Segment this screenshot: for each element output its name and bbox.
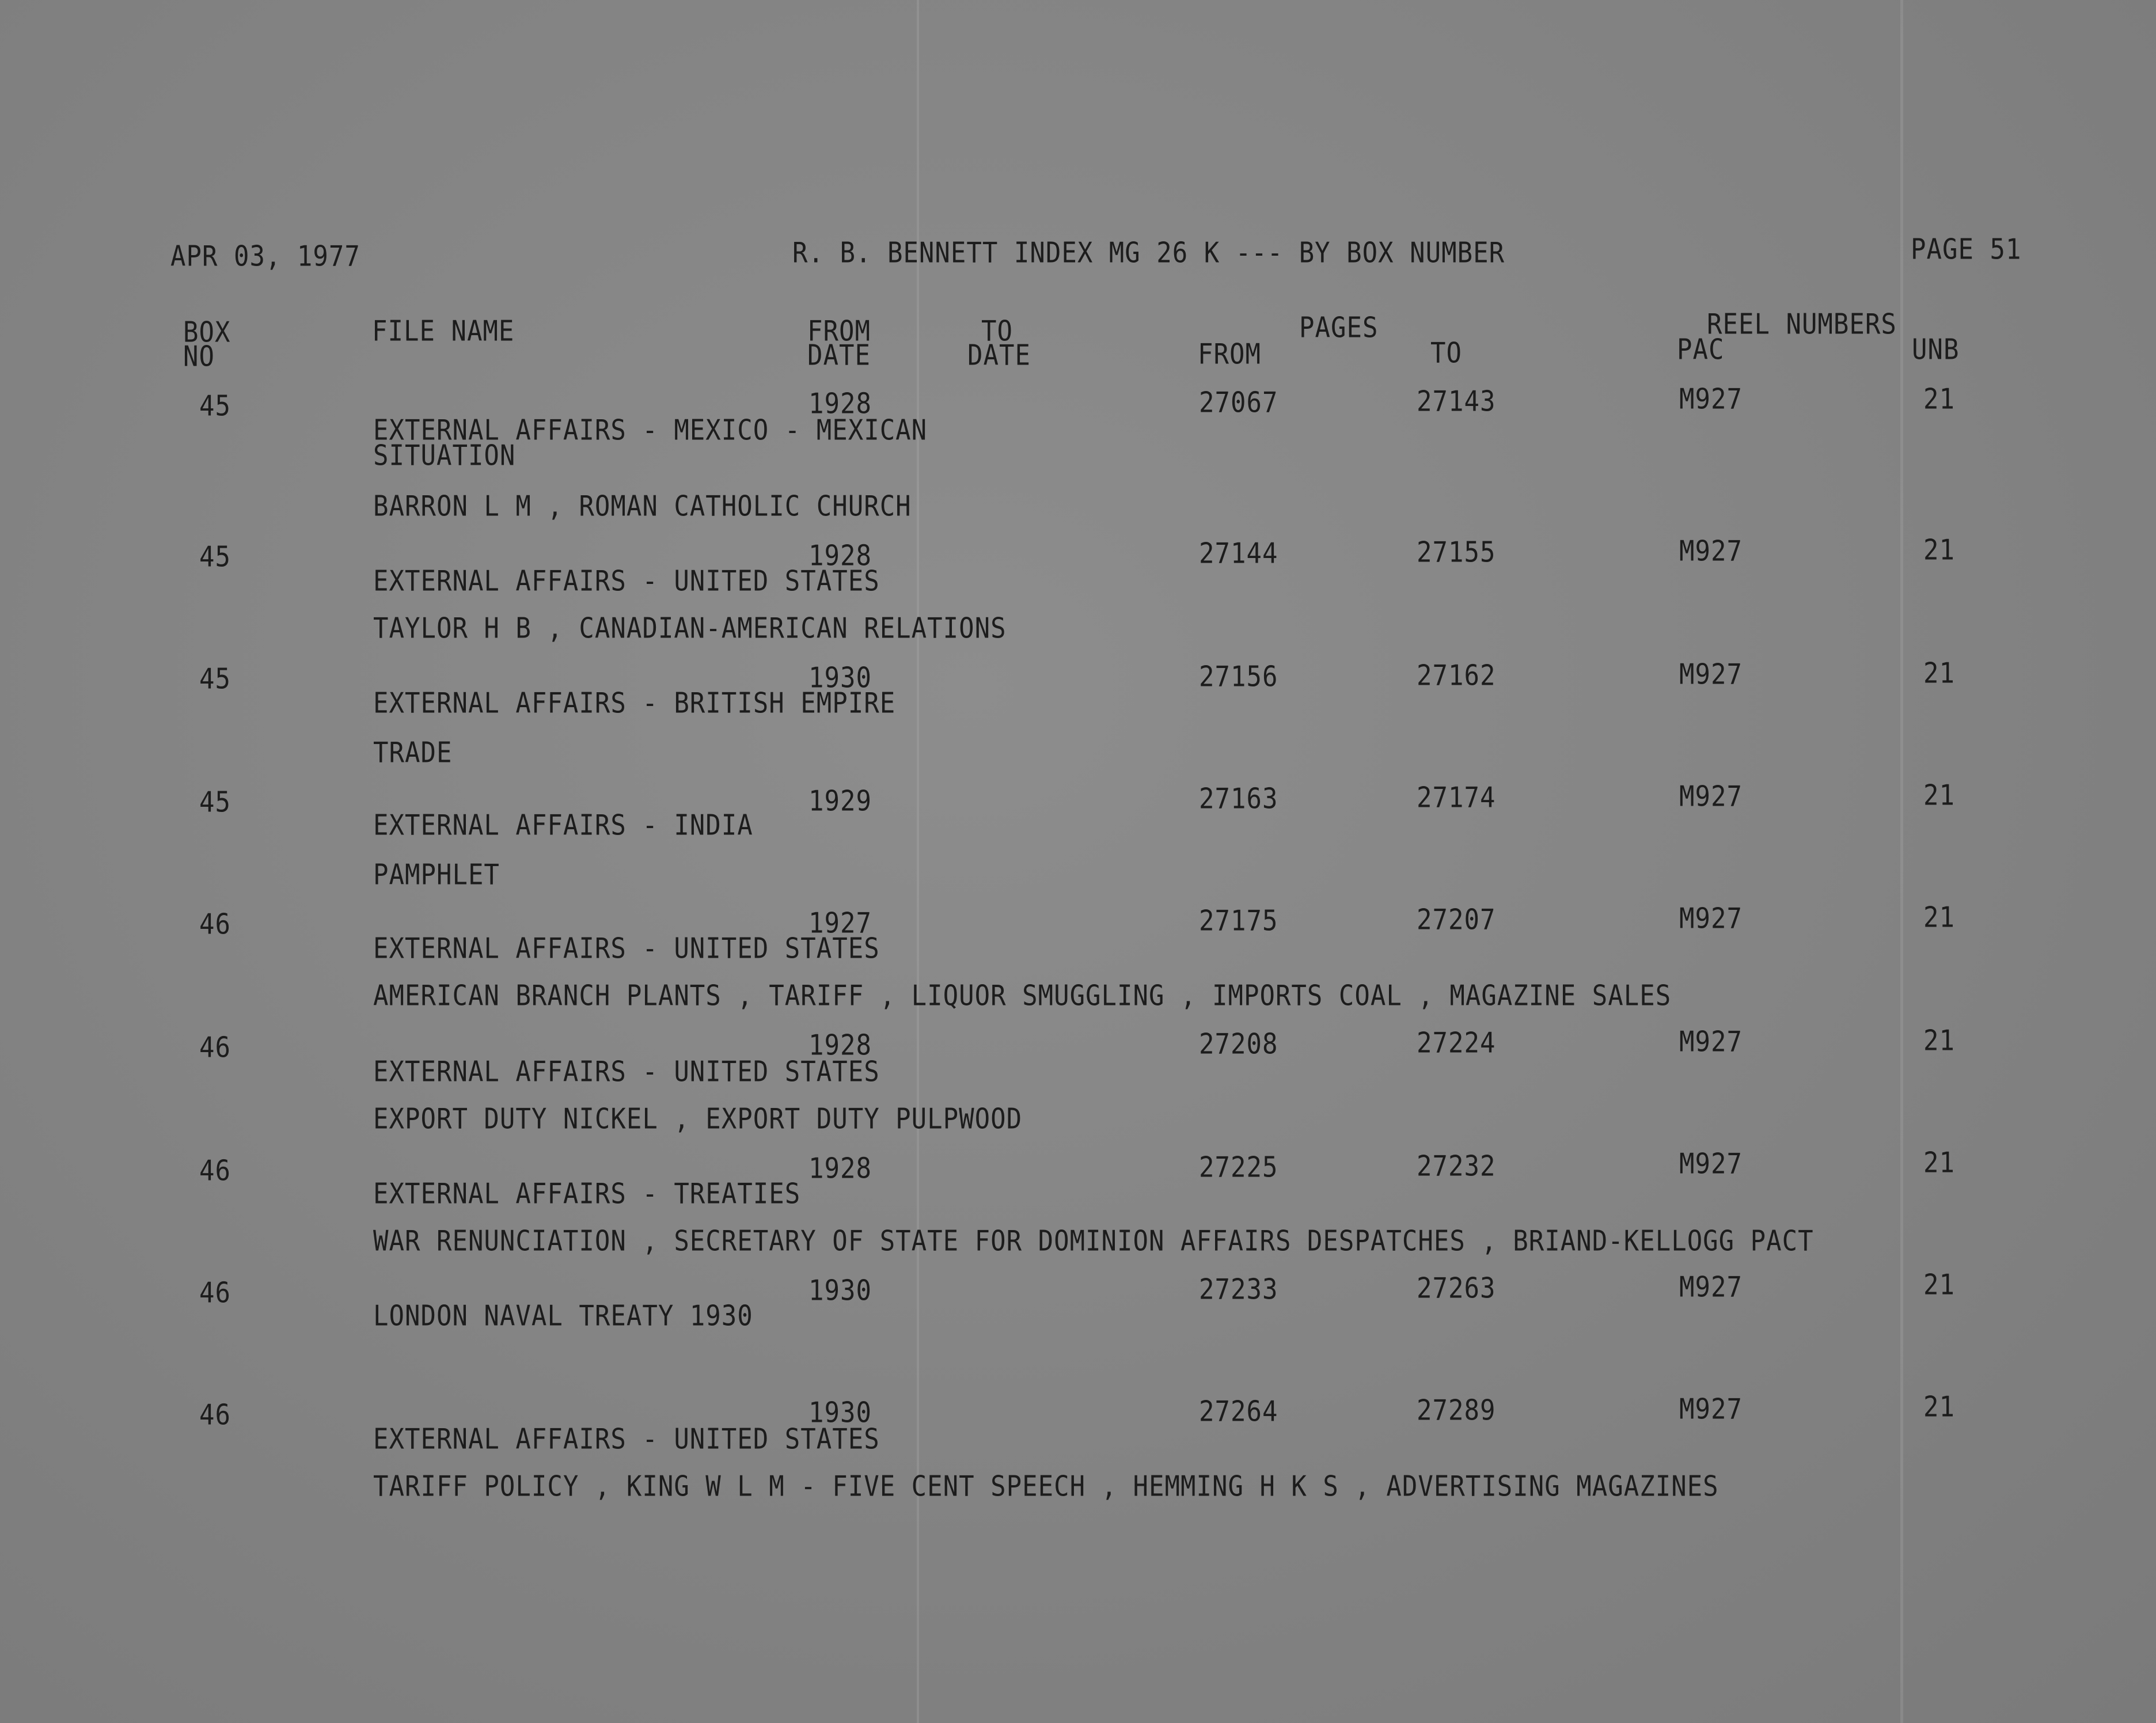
col-header-pages-from: FROM [1198,337,1261,371]
reel-unb: 21 [1923,1268,1955,1301]
page-from: 27067 [1199,386,1278,419]
reel-pac: M927 [1679,1392,1743,1426]
page-to: 27155 [1417,536,1496,569]
page-to: 27207 [1417,903,1496,936]
page-to: 27162 [1417,659,1496,692]
reel-unb: 21 [1923,901,1955,934]
reel-pac: M927 [1679,534,1743,568]
from-date: 1930 [808,1274,872,1307]
box-number: 45 [199,389,231,423]
page-from: 27233 [1199,1273,1278,1306]
reel-unb: 21 [1923,1146,1955,1179]
col-header-reel-numbers: REEL NUMBERS [1707,308,1897,341]
file-name: SITUATION [373,439,516,472]
reel-unb: 21 [1923,779,1955,812]
page-from: 27175 [1199,904,1278,938]
paper-crease [1900,0,1903,1723]
box-number: 46 [199,1154,231,1187]
reel-unb: 21 [1923,533,1955,567]
page-from: 27208 [1199,1027,1278,1061]
page-from: 27225 [1199,1151,1278,1184]
file-subjects: TARIFF POLICY , KING W L M - FIVE CENT SPEECH , HEMMING H K S , ADVERTISING MAGAZINES [373,1470,1719,1503]
box-number: 45 [199,540,231,574]
from-date: 1930 [808,1396,872,1429]
box-number: 46 [199,1276,231,1310]
col-header-from-date: DATE [807,339,871,372]
box-number: 46 [199,1398,231,1432]
page-to: 27143 [1417,385,1496,418]
col-header-pages-to: TO [1430,336,1462,370]
reel-unb: 21 [1923,1024,1955,1057]
file-name: EXTERNAL AFFAIRS - TREATIES [373,1177,801,1210]
from-date: 1928 [808,1029,872,1062]
from-date: 1930 [808,661,872,694]
file-subjects: WAR RENUNCIATION , SECRETARY OF STATE FOR DOMINION AFFAIRS DESPATCHES , BRIAND-KELLOGG PACT [373,1224,1814,1258]
page-to: 27224 [1417,1026,1496,1060]
file-name: LONDON NAVAL TREATY 1930 [373,1299,753,1333]
page-from: 27264 [1199,1395,1278,1428]
reel-unb: 21 [1923,1390,1955,1424]
report-title: R. B. BENNETT INDEX MG 26 K --- BY BOX NUMBER [792,236,1505,270]
reel-pac: M927 [1679,780,1743,813]
page-from: 27163 [1199,782,1278,815]
file-name: EXTERNAL AFFAIRS - BRITISH EMPIRE [373,686,896,720]
col-header-from-date: FROM [807,314,871,348]
box-number: 45 [199,785,231,819]
file-subjects: PAMPHLET [373,858,500,891]
from-date: 1929 [808,784,872,818]
file-subjects: TAYLOR H B , CANADIAN-AMERICAN RELATIONS [373,612,1007,645]
reel-pac: M927 [1679,382,1743,416]
page-to: 27232 [1417,1149,1496,1183]
box-number: 45 [199,662,231,696]
from-date: 1928 [808,539,872,572]
box-number: 46 [199,1031,231,1064]
file-name: EXTERNAL AFFAIRS - UNITED STATES [373,1055,880,1088]
reel-pac: M927 [1679,902,1743,935]
file-name: EXTERNAL AFFAIRS - INDIA [373,809,753,842]
file-subjects: TRADE [373,736,453,769]
file-name: EXTERNAL AFFAIRS - UNITED STATES [373,932,880,965]
page-to: 27174 [1417,781,1496,814]
col-header-file-name: FILE NAME [372,314,515,348]
reel-unb: 21 [1923,656,1955,690]
reel-unb: 21 [1923,382,1955,416]
col-header-box: NO [183,340,215,373]
reel-pac: M927 [1679,658,1743,691]
page-from: 27156 [1199,660,1278,693]
box-number: 46 [199,908,231,941]
col-header-pac: PAC [1677,333,1725,366]
from-date: 1928 [808,1152,872,1185]
file-subjects: AMERICAN BRANCH PLANTS , TARIFF , LIQUOR SMUGGLING , IMPORTS COAL , MAGAZINE SALES [373,979,1672,1012]
col-header-pages: PAGES [1299,311,1379,344]
file-subjects: EXPORT DUTY NICKEL , EXPORT DUTY PULPWOOD [373,1102,1023,1136]
file-name: EXTERNAL AFFAIRS - UNITED STATES [373,1422,880,1456]
col-header-unb: UNB [1912,333,1960,366]
reel-pac: M927 [1679,1147,1743,1181]
col-header-to-date: TO [981,314,1013,348]
file-name: EXTERNAL AFFAIRS - MEXICO - MEXICAN [373,413,928,447]
page-number: PAGE 51 [1911,233,2022,266]
file-subjects: BARRON L M , ROMAN CATHOLIC CHURCH [373,489,912,523]
from-date: 1927 [808,906,872,940]
col-header-to-date: DATE [967,339,1031,372]
page-to: 27289 [1417,1394,1496,1427]
page-from: 27144 [1199,537,1278,570]
reel-pac: M927 [1679,1025,1743,1058]
report-date: APR 03, 1977 [170,240,360,273]
reel-pac: M927 [1679,1270,1743,1304]
from-date: 1928 [808,387,872,420]
col-header-box: BOX [183,316,231,349]
file-name: EXTERNAL AFFAIRS - UNITED STATES [373,564,880,598]
page-to: 27263 [1417,1272,1496,1305]
